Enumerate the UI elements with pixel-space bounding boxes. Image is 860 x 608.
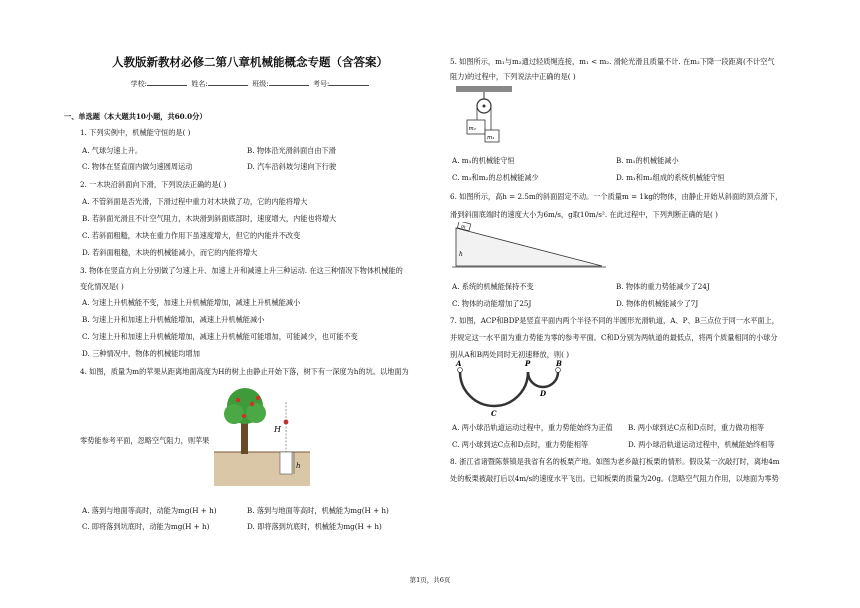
school-label: 学校: <box>130 80 147 88</box>
tree-canopy-left <box>224 404 244 424</box>
pulley-axle <box>483 105 486 108</box>
name-label: 姓名: <box>191 80 208 88</box>
q5-option-a[interactable]: A. m₁的机械能守恒 <box>452 156 515 165</box>
q3-stem-line2: 变化情况是( ) <box>80 282 124 291</box>
q7-stem-line3: 别从A和B两处同时无初速释放，则( ) <box>450 350 569 359</box>
label-d: D <box>540 389 547 398</box>
apple <box>236 398 240 402</box>
apple-tree-figure <box>214 382 310 486</box>
number-label: 考号: <box>313 80 330 88</box>
q7-option-b[interactable]: B. 两小球到达C点和D点时，重力做功相等 <box>628 423 765 432</box>
q8-stem-line1: 8. 浙江省诸暨陈蔡镇是我省有名的板栗产地。如图为老乡敲打板栗的情形。假设某一次敲打时，离地4m <box>450 457 780 466</box>
class-label: 班级: <box>252 80 269 88</box>
label-p: P <box>525 360 531 368</box>
name-blank[interactable] <box>208 78 248 86</box>
number-blank[interactable] <box>329 78 369 86</box>
label-h: h <box>296 462 301 470</box>
q3-stem-line1: 3. 物体在竖直方向上分别做了匀速上升、加速上升和减速上升三种运动. 在这三种情况下物体机械能的 <box>80 266 403 275</box>
label-h: h <box>459 251 463 258</box>
q3-option-b[interactable]: B. 匀速上升和加速上升机械能增加，减速上升机械能减小 <box>82 315 265 324</box>
label-a: A <box>456 360 462 368</box>
q2-stem: 2. 一木块沿斜面向下滑，下列说法正确的是( ) <box>80 180 227 189</box>
apple <box>250 402 254 406</box>
track-acp <box>460 372 528 406</box>
label-H: H <box>274 425 281 434</box>
q7-option-d[interactable]: D. 两小球沿轨道运动过程中，机械能始终相等 <box>628 440 775 449</box>
q1-option-d[interactable]: D. 汽车沿斜坡匀速向下行驶 <box>247 162 337 171</box>
track-bdp <box>528 372 558 387</box>
q5-option-c[interactable]: C. m₁和m₂的总机械能减少 <box>452 173 539 182</box>
q7-option-c[interactable]: C. 两小球到达C点和D点时，重力势能相等 <box>452 440 589 449</box>
q6-stem-line1: 6. 如图所示，高h = 2.5m的斜面固定不动。一个质量m = 1kg的物体，由静止开始从斜面的顶点滑下， <box>450 192 783 201</box>
q3-option-d[interactable]: D. 三种情况中，物体的机械能均增加 <box>82 349 200 358</box>
q5-option-b[interactable]: B. m₁的机械能减小 <box>616 156 679 165</box>
label-m2: m₂ <box>468 126 476 132</box>
class-blank[interactable] <box>269 78 309 86</box>
section-heading: 一、单选题（本大题共10小题，共60.0分） <box>64 112 207 121</box>
ceiling <box>456 86 512 92</box>
ball-b <box>556 368 561 373</box>
q7-stem-line2: 并规定这一水平面为重力势能为零的参考平面。C和D分别为两轨道的最低点，将两个质量相同的小球分 <box>450 333 778 342</box>
pit <box>280 452 292 474</box>
q7-stem-line1: 7. 如图，ACP和BDP是竖直平面内两个半径不同的半圆形光滑轨道，A、P、B三点位于同一水平面上， <box>450 316 779 325</box>
q4-stem-line1: 4. 如图，质量为m的苹果从距离地面高度为H的树上由静止开始下落，树下有一深度为h的坑。以地面为 <box>80 367 409 376</box>
q2-option-a[interactable]: A. 不管斜面是否光滑，下滑过程中重力对木块做了功，它的内能将增大 <box>82 197 308 206</box>
track-figure <box>452 360 566 418</box>
q8-stem-line2: 处的板栗被敲打后以4m/s的速度水平飞出。已知板栗的质量为20g。(忽略空气阻力作用，以地面为零势 <box>450 474 779 483</box>
page-title: 人教版新教材必修二第八章机械能概念专题（含答案） <box>112 55 388 69</box>
student-info-line <box>90 78 410 89</box>
q2-option-d[interactable]: D. 若斜面粗糙，木块的机械能减小，而它的内能将增大 <box>82 248 258 257</box>
q6-option-c[interactable]: C. 物体的动能增加了25J <box>452 299 532 308</box>
label-b: B <box>556 360 562 368</box>
q1-option-a[interactable]: A. 气球匀速上升。 <box>82 146 143 155</box>
q6-option-d[interactable]: D. 物体的机械能减少了7J <box>616 299 699 308</box>
q5-option-d[interactable]: D. m₁和m₂组成的系统机械能守恒 <box>616 173 725 182</box>
q5-stem-line1: 5. 如图所示，m₁与m₂通过轻质绳连接，m₁ < m₂. 滑轮光滑且质量不计. 在m₂下降一段距离(不计空气 <box>450 57 775 66</box>
q6-stem-line2: 滑到斜面底端时的速度大小为6m/s，g取10m/s². 在此过程中，下列判断正确的是( ) <box>450 210 718 219</box>
q4-option-b[interactable]: B. 落到与地面等高时，机械能为mg(H + h) <box>247 506 389 515</box>
q1-stem: 1. 下列实例中，机械能守恒的是( ) <box>80 128 191 137</box>
label-c: C <box>491 409 497 418</box>
apple <box>256 396 260 400</box>
q3-option-c[interactable]: C. 匀速上升和加速上升机械能增加，减速上升机械能可能增加，可能减少，也可能不变 <box>82 332 358 341</box>
q6-option-b[interactable]: B. 物体的重力势能减少了24J <box>616 282 710 291</box>
tree-canopy-right <box>246 403 266 423</box>
q5-stem-line2: 阻力)的过程中，下列说法中正确的是( ) <box>450 72 576 81</box>
q4-stem-line2: 零势能参考平面，忽略空气阻力，则苹果 <box>80 436 210 445</box>
q7-option-a[interactable]: A. 两小球沿轨道运动过程中，重力势能始终为正值 <box>452 423 613 432</box>
q4-option-c[interactable]: C. 即将落到坑底时，动能为mg(H + h) <box>82 522 210 531</box>
label-m1: m₁ <box>487 135 495 141</box>
q1-option-b[interactable]: B. 物体沿光滑斜面自由下滑 <box>247 146 336 155</box>
incline-figure <box>452 222 606 272</box>
q4-option-a[interactable]: A. 落到与地面等高时，动能为mg(H + h) <box>82 506 217 515</box>
q2-option-c[interactable]: C. 若斜面粗糙，木块在重力作用下虽速度增大，但它的内能并不改变 <box>82 231 301 240</box>
school-blank[interactable] <box>147 78 187 86</box>
page-footer: 第1页，共6页 <box>409 576 451 584</box>
apple <box>242 414 246 418</box>
ball-a <box>458 368 463 373</box>
q6-option-a[interactable]: A. 系统的机械能保持不变 <box>452 282 534 291</box>
q1-option-c[interactable]: C. 物体在竖直面内做匀速圆周运动 <box>82 162 193 171</box>
q4-option-d[interactable]: D. 即将落到坑底时，机械能为mg(H + h) <box>247 522 382 531</box>
incline <box>456 228 602 266</box>
label-m: m <box>460 223 467 231</box>
q2-option-b[interactable]: B. 若斜面光滑且不计空气阻力，木块滑到斜面底部时，速度增大，内能也将增大 <box>82 214 337 223</box>
tree-trunk <box>241 420 248 454</box>
pulley-figure <box>452 86 518 148</box>
q3-option-a[interactable]: A. 匀速上升机械能不变，加速上升机械能增加，减速上升机械能减小 <box>82 298 301 307</box>
